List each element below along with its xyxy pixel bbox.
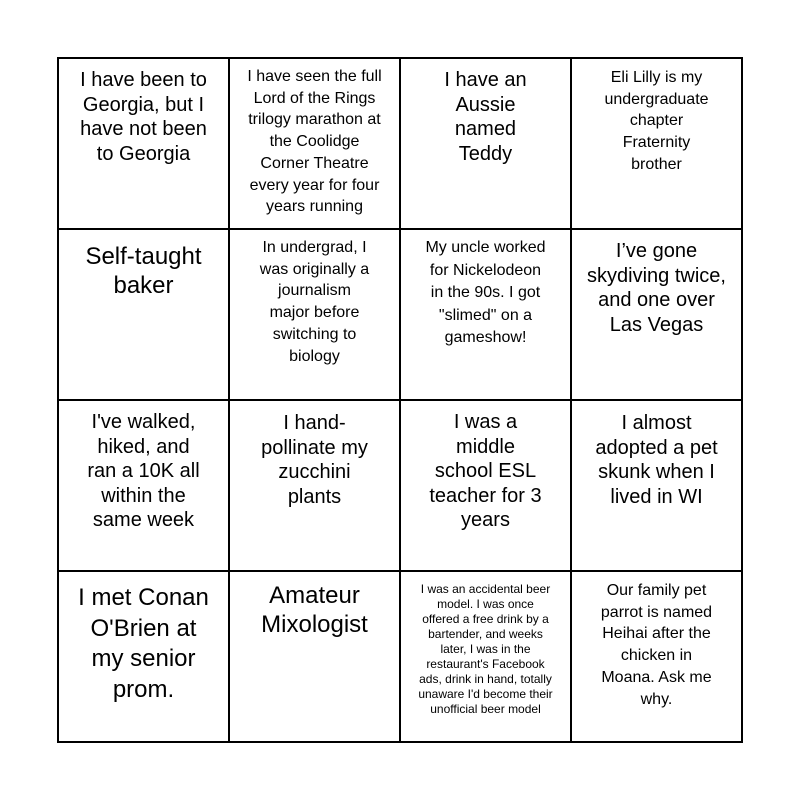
bingo-cell[interactable] bbox=[571, 229, 742, 400]
bingo-cell-text: Eli Lilly is my undergraduate chapter Fraternity brother bbox=[604, 69, 709, 173]
bingo-cell-text: I have seen the full Lord of the Rings trilogy marathon at the Coolidge Corner Theatre every year for four years running bbox=[247, 68, 382, 216]
bingo-cell[interactable] bbox=[571, 571, 742, 742]
bingo-cell-text: I almost adopted a pet skunk when I lived in WI bbox=[595, 412, 718, 508]
bingo-cell-text: I have been to Georgia, but I have not been to Georgia bbox=[80, 69, 207, 165]
bingo-cell[interactable] bbox=[229, 58, 400, 229]
bingo-cell-text: Self-taught baker bbox=[85, 243, 202, 299]
bingo-cell-text: I've walked, hiked, and ran a 10K all within the same week bbox=[87, 411, 200, 531]
bingo-cell[interactable] bbox=[571, 58, 742, 229]
bingo-cell[interactable] bbox=[229, 400, 400, 571]
bingo-cell[interactable] bbox=[229, 571, 400, 742]
bingo-cell-text: In undergrad, I was originally a journalism major before switching to biology bbox=[259, 239, 370, 365]
bingo-cell-text: I hand- pollinate my zucchini plants bbox=[261, 412, 368, 508]
bingo-grid bbox=[57, 57, 743, 743]
bingo-cell-text: My uncle worked for Nickelodeon in the 90s. I got "slimed" on a gameshow! bbox=[425, 239, 546, 346]
bingo-cell[interactable] bbox=[58, 58, 229, 229]
bingo-cell-text: I was an accidental beer model. I was once offered a free drink by a bartender, and weeks later, I was in the restaurant's Facebook ads, drink in hand, totally unaware I'd become their unofficial beer model bbox=[418, 582, 553, 716]
bingo-cell[interactable] bbox=[400, 571, 571, 742]
bingo-cell[interactable] bbox=[58, 229, 229, 400]
bingo-cell-text: I have an Aussie named Teddy bbox=[444, 69, 527, 165]
bingo-cell[interactable] bbox=[400, 400, 571, 571]
bingo-cell[interactable] bbox=[400, 229, 571, 400]
bingo-cell[interactable] bbox=[58, 571, 229, 742]
bingo-cell-text: I met Conan O'Brien at my senior prom. bbox=[78, 584, 209, 703]
bingo-cell-text: Amateur Mixologist bbox=[261, 582, 368, 638]
bingo-cell[interactable] bbox=[400, 58, 571, 229]
bingo-cell[interactable] bbox=[571, 400, 742, 571]
bingo-cell-text: I’ve gone skydiving twice, and one over Las Vegas bbox=[587, 240, 726, 336]
bingo-cell[interactable] bbox=[229, 229, 400, 400]
bingo-cell[interactable] bbox=[58, 400, 229, 571]
bingo-cell-text: I was a middle school ESL teacher for 3 years bbox=[429, 411, 542, 531]
bingo-cell-text: Our family pet parrot is named Heihai after the chicken in Moana. Ask me why. bbox=[600, 582, 713, 708]
